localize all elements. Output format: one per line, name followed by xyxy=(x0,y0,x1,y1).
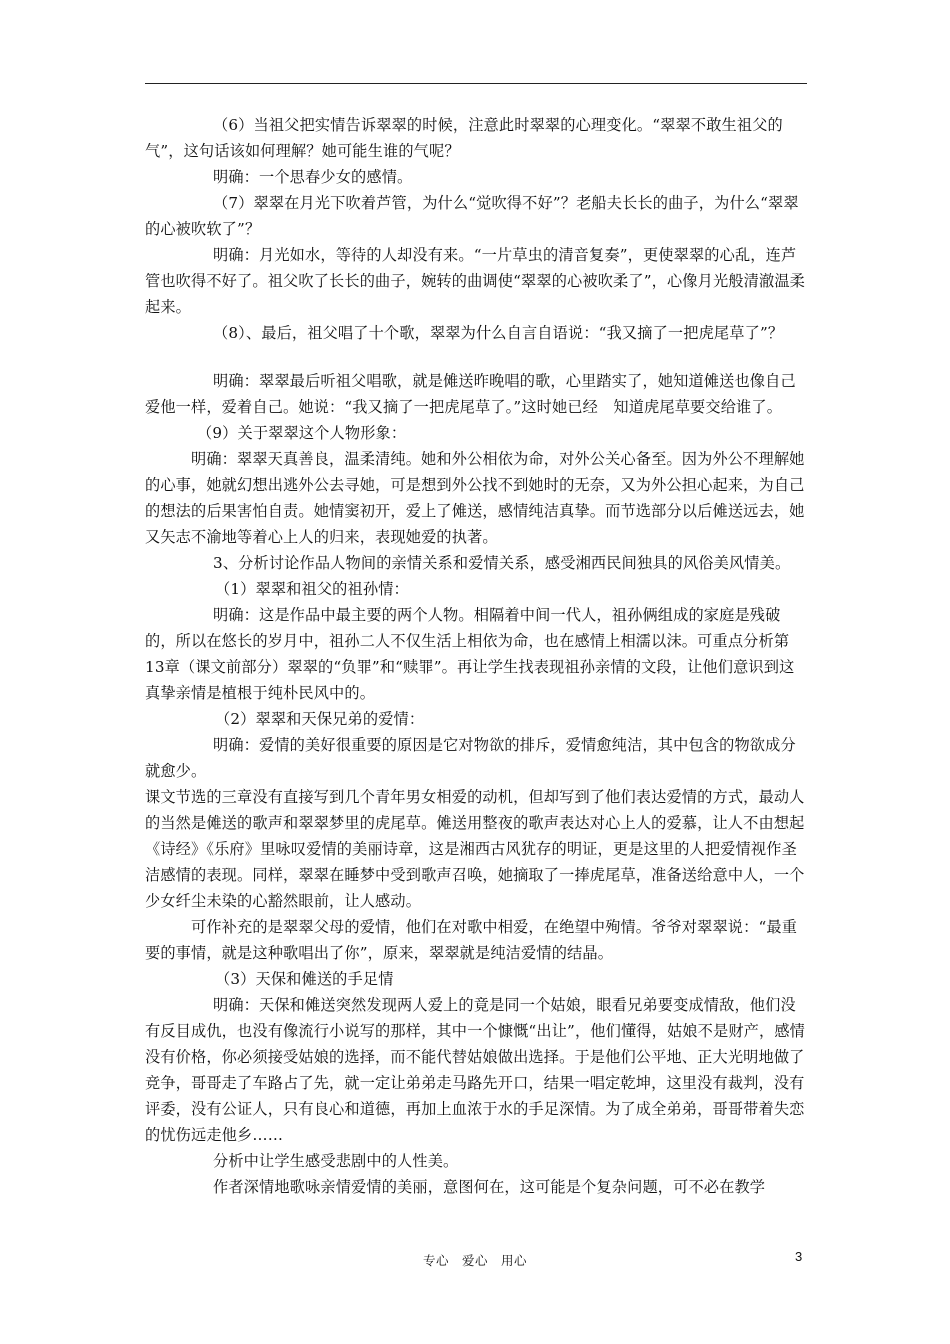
paragraph: （6）当祖父把实情告诉翠翠的时候，注意此时翠翠的心理变化。“翠翠不敢生祖父的气”，这句话该如何理解？她可能生谁的气呢？ xyxy=(145,116,783,160)
blank-line xyxy=(145,346,807,368)
paragraph: 明确：天保和傩送突然发现两人爱上的竟是同一个姑娘，眼看兄弟要变成情敌，他们没有反目成仇，也没有像流行小说写的那样，其中一个慷慨“出让”，他们懂得，姑娘不是财产，感情没有价格，你必须接受姑娘的选择，而不能代替姑娘做出选择。于是他们公平地、正大光明地做了竞争，哥哥走了车路占了先，就一定让弟弟走马路先开口，结果一唱定乾坤，这里没有裁判，没有评委，没有公证人，只有良心和道德，再加上血浓于水的手足深情。为了成全弟弟，哥哥带着失恋的忧伤远走他乡…… xyxy=(145,996,806,1144)
paragraph: 分析中让学生感受悲剧中的人性美。 xyxy=(213,1152,459,1170)
paragraph: （3）天保和傩送的手足情 xyxy=(215,970,394,988)
paragraph: 课文节选的三章没有直接写到几个青年男女相爱的动机，但却写到了他们表达爱情的方式，最动人的当然是傩送的歌声和翠翠梦里的虎尾草。傩送用整夜的歌声表达对心上人的爱慕，让人不由想起《诗经》《乐府》里咏叹爱情的美丽诗章，这是湘西古风犹存的明证，更是这里的人把爱情视作圣洁感情的表现。同样，翠翠在睡梦中受到歌声召唤，她摘取了一捧虎尾草，准备送给意中人，一个少女纤尘未染的心豁然眼前，让人感动。 xyxy=(145,788,805,910)
paragraph: 作者深情地歌咏亲情爱情的美丽，意图何在，这可能是个复杂问题，可不必在教学 xyxy=(213,1178,766,1196)
footer-motto: 专心 爱心 用心 xyxy=(422,1253,527,1268)
paragraph: （8）、最后，祖父唱了十个歌，翠翠为什么自言自语说：“我又摘了一把虎尾草了”？ xyxy=(213,324,784,342)
paragraph: 明确：一个思春少女的感情。 xyxy=(213,168,413,186)
paragraph: 3、分析讨论作品人物间的亲情关系和爱情关系，感受湘西民间独具的风俗美风情美。 xyxy=(213,554,791,572)
page-number: 3 xyxy=(795,1249,803,1264)
header-rule xyxy=(145,83,807,84)
paragraph: （1）翠翠和祖父的祖孙情： xyxy=(215,580,409,598)
paragraph: 明确：翠翠最后听祖父唱歌，就是傩送昨晚唱的歌，心里踏实了，她知道傩送也像自己爱他一样，爱着自己。她说：“我又摘了一把虎尾草了。”这时她已经 知道虎尾草要交给谁了。 xyxy=(145,372,796,416)
paragraph: （2）翠翠和天保兄弟的爱情： xyxy=(215,710,425,728)
paragraph: （7）翠翠在月光下吹着芦管，为什么“觉吹得不好”？老船夫长长的曲子，为什么“翠翠的心被吹软了”？ xyxy=(145,194,799,238)
document-body xyxy=(145,112,807,1200)
paragraph: 可作补充的是翠翠父母的爱情，他们在对歌中相爱，在绝望中殉情。爷爷对翠翠说：“最重要的事情，就是这种歌唱出了你”，原来，翠翠就是纯洁爱情的结晶。 xyxy=(145,918,798,962)
paragraph: 明确：月光如水，等待的人却没有来。“一片草虫的清音复奏”，更使翠翠的心乱，连芦管也吹得不好了。祖父吹了长长的曲子，婉转的曲调使“翠翠的心被吹柔了”，心像月光般清澈温柔起来。 xyxy=(145,246,806,316)
paragraph: （9）关于翠翠这个人物形象： xyxy=(197,424,407,442)
paragraph: 明确：翠翠天真善良，温柔清纯。她和外公相依为命，对外公关心备至。因为外公不理解她的心事，她就幻想出逃外公去寻她，可是想到外公找不到她时的无奈，又为外公担心起来，为自己的想法的后果害怕自责。她情窦初开，爱上了傩送，感情纯洁真挚。而节选部分以后傩送远去，她又矢志不渝地等着心上人的归来，表现她爱的执著。 xyxy=(145,450,805,546)
paragraph: 明确：这是作品中最主要的两个人物。相隔着中间一代人，祖孙俩组成的家庭是残破的，所以在悠长的岁月中，祖孙二人不仅生活上相依为命，也在感情上相濡以沫。可重点分析第13章（课文前部分）翠翠的“负罪”和“赎罪”。再让学生找表现祖孙亲情的文段，让他们意识到这真挚亲情是植根于纯朴民风中的。 xyxy=(145,606,795,702)
paragraph: 明确：爱情的美好很重要的原因是它对物欲的排斥，爱情愈纯洁，其中包含的物欲成分就愈少。 xyxy=(145,736,796,780)
